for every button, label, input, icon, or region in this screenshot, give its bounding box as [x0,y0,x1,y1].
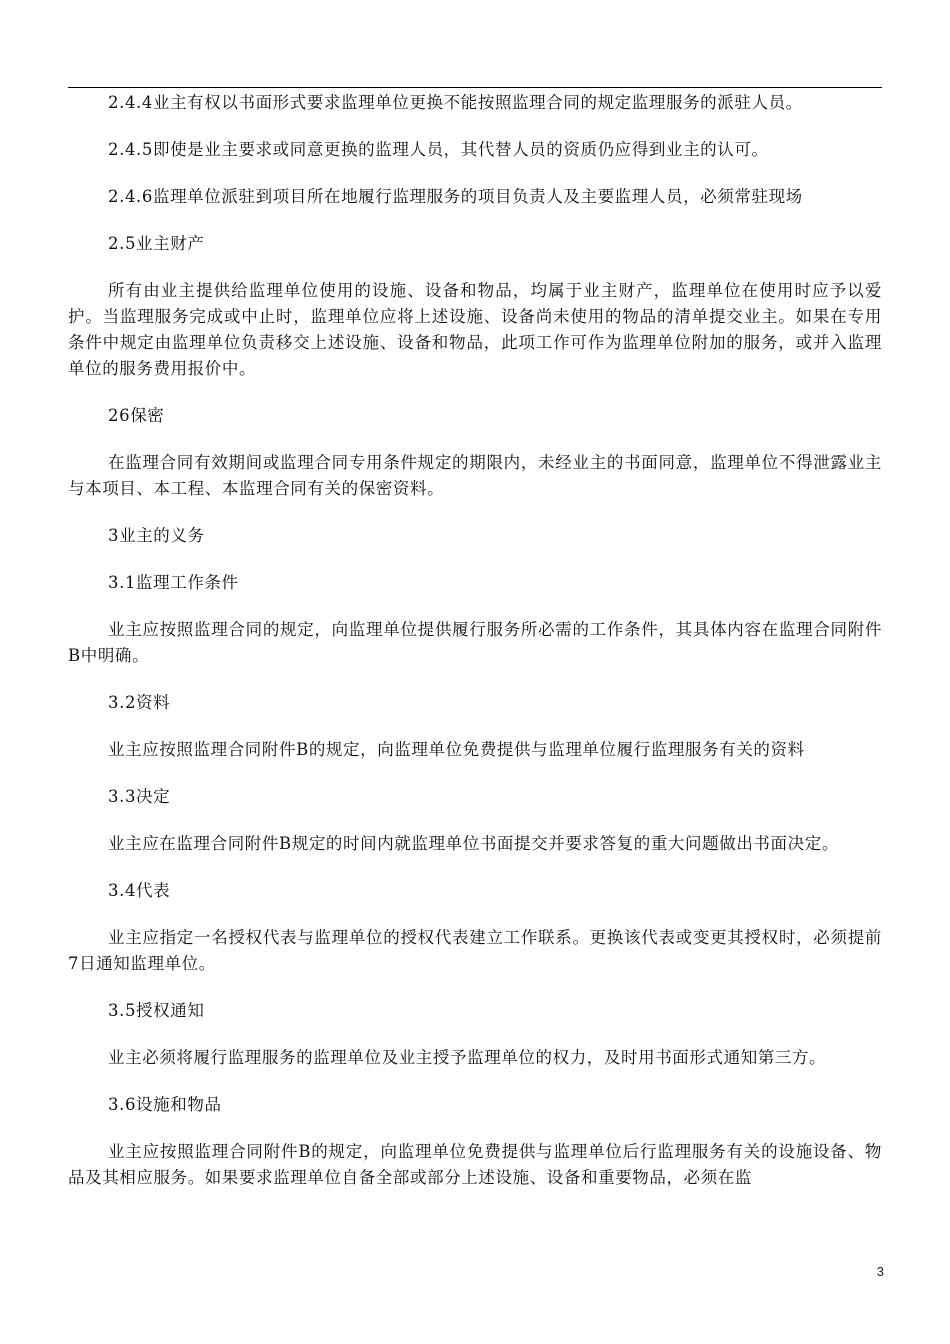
heading-2-5-owner-property: 2.5业主财产 [108,234,205,253]
paragraph-materials: 业主应按照监理合同附件B的规定，向监理单位免费提供与监理单位履行监理服务有关的资料 [108,740,805,759]
header-rule [68,87,882,88]
heading-3-1-work-conditions: 3.1监理工作条件 [108,573,239,592]
paragraph-2-4-4: 2.4.4业主有权以书面形式要求监理单位更换不能按照监理合同的规定监理服务的派驻人员。 [108,93,803,112]
heading-3-3-decisions: 3.3决定 [108,787,171,806]
document-body [68,90,882,1212]
paragraph-2-4-5: 2.4.5即使是业主要求或同意更换的监理人员，其代替人员的资质仍应得到业主的认可。 [108,140,769,159]
heading-3-4-representative: 3.4代表 [108,881,171,900]
paragraph-owner-property: 所有由业主提供给监理单位使用的设施、设备和物品，均属于业主财产，监理单位在使用时应予以爱护。当监理服务完成或中止时，监理单位应将上述设施、设备尚未使用的物品的清单提交业主。如果在专用条件中规定由监理单位负责移交上述设施、设备和物品，此项工作可作为监理单位附加的服务，或并入监理单位的服务费用报价中。 [68,281,882,378]
paragraph-authorization-notice: 业主必须将履行监理服务的监理单位及业主授予监理单位的权力，及时用书面形式通知第三方。 [108,1048,827,1067]
paragraph-representative: 业主应指定一名授权代表与监理单位的授权代表建立工作联系。更换该代表或变更其授权时，必须提前7日通知监理单位。 [68,928,882,973]
heading-3-2-materials: 3.2资料 [108,693,171,712]
page-number: 3 [876,1264,884,1279]
heading-2-6-confidentiality: 26保密 [108,406,165,425]
paragraph-work-conditions: 业主应按照监理合同的规定，向监理单位提供履行服务所必需的工作条件，其具体内容在监理合同附件B中明确。 [68,620,882,665]
paragraph-decisions: 业主应在监理合同附件B规定的时间内就监理单位书面提交并要求答复的重大问题做出书面决定。 [108,834,839,853]
heading-3-6-facilities-items: 3.6设施和物品 [108,1095,222,1114]
heading-3-5-authorization-notice: 3.5授权通知 [108,1001,205,1020]
paragraph-confidentiality: 在监理合同有效期间或监理合同专用条件规定的期限内，未经业主的书面同意，监理单位不得泄露业主与本项目、本工程、本监理合同有关的保密资料。 [68,453,882,498]
paragraph-facilities-items: 业主应按照监理合同附件B的规定，向监理单位免费提供与监理单位后行监理服务有关的设施设备、物品及其相应服务。如果要求监理单位自备全部或部分上述设施、设备和重要物品，必须在监 [68,1142,882,1187]
heading-3-owner-obligations: 3业主的义务 [108,526,205,545]
paragraph-2-4-6: 2.4.6监理单位派驻到项目所在地履行监理服务的项目负责人及主要监理人员，必须常驻现场 [108,187,803,206]
